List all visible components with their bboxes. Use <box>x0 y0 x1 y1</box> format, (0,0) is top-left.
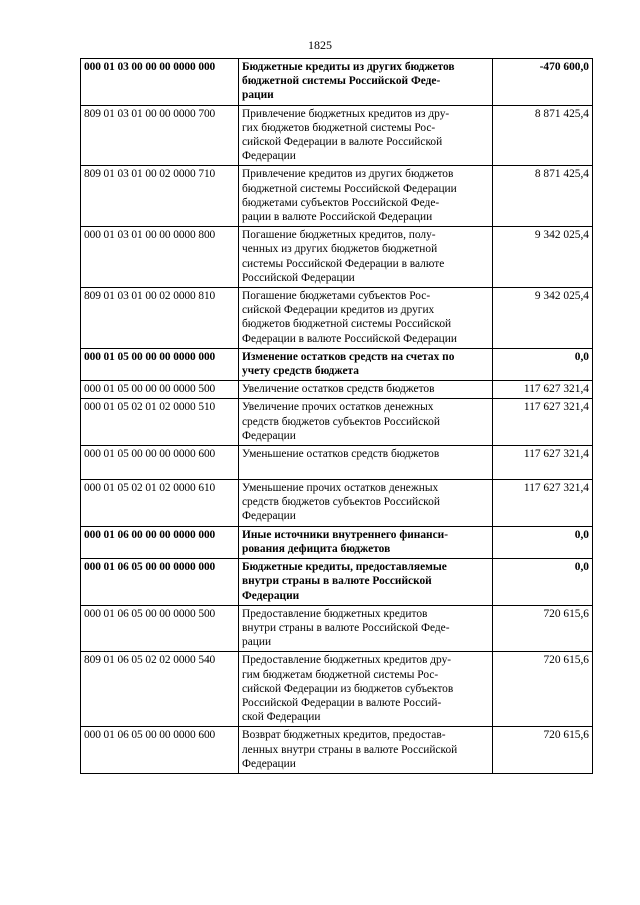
item-name-line: системы Российской Федерации в валюте <box>242 257 445 270</box>
item-name-cell <box>239 559 493 606</box>
item-name-line: средств бюджетов субъектов Российской <box>242 496 440 509</box>
table-row <box>81 166 593 227</box>
item-name-line: Бюджетные кредиты из других бюджетов <box>242 61 455 73</box>
budget-code-cell: 000 01 03 00 00 00 0000 000 <box>81 59 239 106</box>
table-row <box>81 480 593 527</box>
table-row <box>81 605 593 652</box>
item-name-line: ченных из других бюджетов бюджетной <box>242 243 438 256</box>
item-name-line: Уменьшение прочих остатков денежных <box>242 482 439 495</box>
item-name-line: Уменьшение остатков средств бюджетов <box>242 448 440 461</box>
item-name-cell <box>239 348 493 380</box>
item-name-line: Привлечение бюджетных кредитов из дру- <box>242 107 450 120</box>
item-name-line: Погашение бюджетами субъектов Рос- <box>242 290 431 303</box>
item-name-line: Федерации <box>242 589 300 602</box>
amount-cell: 0,0 <box>493 526 593 558</box>
item-name-cell <box>239 399 493 446</box>
page-number: 1825 <box>308 38 332 52</box>
item-name-line: Увеличение остатков средств бюджетов <box>242 383 435 396</box>
budget-code-cell: 000 01 05 00 00 00 0000 500 <box>81 381 239 399</box>
table-row <box>81 399 593 446</box>
table-row <box>81 105 593 166</box>
table-row <box>81 381 593 399</box>
item-name-line: сийской Федерации из бюджетов субъектов <box>242 682 454 695</box>
item-name-line: рации <box>242 89 274 102</box>
item-name-line: Федерации <box>242 510 296 523</box>
budget-code-cell: 809 01 03 01 00 00 0000 700 <box>81 105 239 166</box>
table-row <box>81 446 593 480</box>
item-name-cell <box>239 288 493 349</box>
table-row <box>81 727 593 774</box>
item-name-line: Иные источники внутреннего финанси- <box>242 528 449 541</box>
item-name-line: бюджетов бюджетной системы Российской <box>242 318 452 331</box>
item-name-line: бюджетной системы Российской Федерации <box>242 182 457 195</box>
item-name-cell <box>239 480 493 527</box>
item-name-cell <box>239 166 493 227</box>
item-name-line: Российской Федерации в валюте Россий- <box>242 696 442 709</box>
table-row <box>81 652 593 727</box>
item-name-cell <box>239 605 493 652</box>
table-row <box>81 559 593 606</box>
amount-cell: 0,0 <box>493 559 593 606</box>
amount-cell: 720 615,6 <box>493 652 593 727</box>
item-name-line: средств бюджетов субъектов Российской <box>242 415 440 428</box>
item-name-line: внутри страны в валюте Российской <box>242 575 432 588</box>
amount-cell: 117 627 321,4 <box>493 399 593 446</box>
budget-code-cell: 000 01 06 00 00 00 0000 000 <box>81 526 239 558</box>
item-name-line: Предоставление бюджетных кредитов дру- <box>242 654 452 667</box>
item-name-line: гих бюджетов бюджетной системы Рос- <box>242 121 436 134</box>
item-name-cell <box>239 526 493 558</box>
amount-cell: 117 627 321,4 <box>493 381 593 399</box>
item-name-cell <box>239 227 493 288</box>
budget-code-cell: 000 01 06 05 00 00 0000 000 <box>81 559 239 606</box>
item-name-line: Федерации <box>242 429 296 442</box>
budget-code-cell: 000 01 05 00 00 00 0000 000 <box>81 348 239 380</box>
item-name-line: Предоставление бюджетных кредитов <box>242 607 428 620</box>
item-name-line: бюджетной системы Российской Феде- <box>242 75 441 88</box>
item-name-line: ской Федерации <box>242 711 321 724</box>
item-name-cell <box>239 652 493 727</box>
item-name-line: учету средств бюджета <box>242 365 359 378</box>
item-name-line: рования дефицита бюджетов <box>242 542 391 555</box>
item-name-line: Федерации <box>242 757 296 770</box>
item-name-line: бюджетами субъектов Российской Феде- <box>242 196 440 209</box>
amount-cell: 0,0 <box>493 348 593 380</box>
item-name-cell <box>239 381 493 399</box>
budget-code-cell: 809 01 03 01 00 02 0000 710 <box>81 166 239 227</box>
item-name-line: Увеличение прочих остатков денежных <box>242 401 434 414</box>
item-name-line: Привлечение кредитов из других бюджетов <box>242 168 454 181</box>
item-name-cell <box>239 59 493 106</box>
item-name-line: Российской Федерации <box>242 271 355 284</box>
item-name-line: Федерации в валюте Российской Федерации <box>242 332 457 345</box>
table-row <box>81 227 593 288</box>
item-name-line: внутри страны в валюте Российской Феде- <box>242 621 450 634</box>
budget-code-cell: 809 01 03 01 00 02 0000 810 <box>81 288 239 349</box>
amount-cell: -470 600,0 <box>493 59 593 106</box>
budget-sources-table <box>80 58 593 774</box>
item-name-line: Федерации <box>242 150 296 163</box>
table-body <box>81 59 593 774</box>
item-name-line: рации в валюте Российской Федерации <box>242 211 433 224</box>
amount-cell: 117 627 321,4 <box>493 446 593 480</box>
amount-cell: 8 871 425,4 <box>493 166 593 227</box>
budget-code-cell: 000 01 06 05 00 00 0000 600 <box>81 727 239 774</box>
amount-cell: 720 615,6 <box>493 605 593 652</box>
item-name-line: Погашение бюджетных кредитов, полу- <box>242 229 436 242</box>
item-name-line: гим бюджетам бюджетной системы Рос- <box>242 668 439 681</box>
item-name-line: сийской Федерации в валюте Российской <box>242 136 443 149</box>
item-name-cell <box>239 105 493 166</box>
amount-cell: 8 871 425,4 <box>493 105 593 166</box>
budget-code-cell: 000 01 06 05 00 00 0000 500 <box>81 605 239 652</box>
item-name-line: сийской Федерации кредитов из других <box>242 304 435 317</box>
amount-cell: 9 342 025,4 <box>493 227 593 288</box>
budget-code-cell: 000 01 05 00 00 00 0000 600 <box>81 446 239 480</box>
budget-code-cell: 000 01 05 02 01 02 0000 510 <box>81 399 239 446</box>
item-name-line: Изменение остатков средств на счетах по <box>242 350 455 363</box>
amount-cell: 117 627 321,4 <box>493 480 593 527</box>
budget-code-cell: 000 01 03 01 00 00 0000 800 <box>81 227 239 288</box>
budget-code-cell: 000 01 05 02 01 02 0000 610 <box>81 480 239 527</box>
table-row <box>81 348 593 380</box>
item-name-line: Возврат бюджетных кредитов, предостав- <box>242 729 446 742</box>
amount-cell: 9 342 025,4 <box>493 288 593 349</box>
amount-cell: 720 615,6 <box>493 727 593 774</box>
item-name-line: рации <box>242 636 272 649</box>
item-name-cell <box>239 727 493 774</box>
budget-code-cell: 809 01 06 05 02 02 0000 540 <box>81 652 239 727</box>
table-row <box>81 288 593 349</box>
table-row <box>81 526 593 558</box>
table-row <box>81 59 593 106</box>
item-name-line: Бюджетные кредиты, предоставляемые <box>242 561 447 574</box>
item-name-cell <box>239 446 493 480</box>
item-name-line: ленных внутри страны в валюте Российской <box>242 743 458 756</box>
